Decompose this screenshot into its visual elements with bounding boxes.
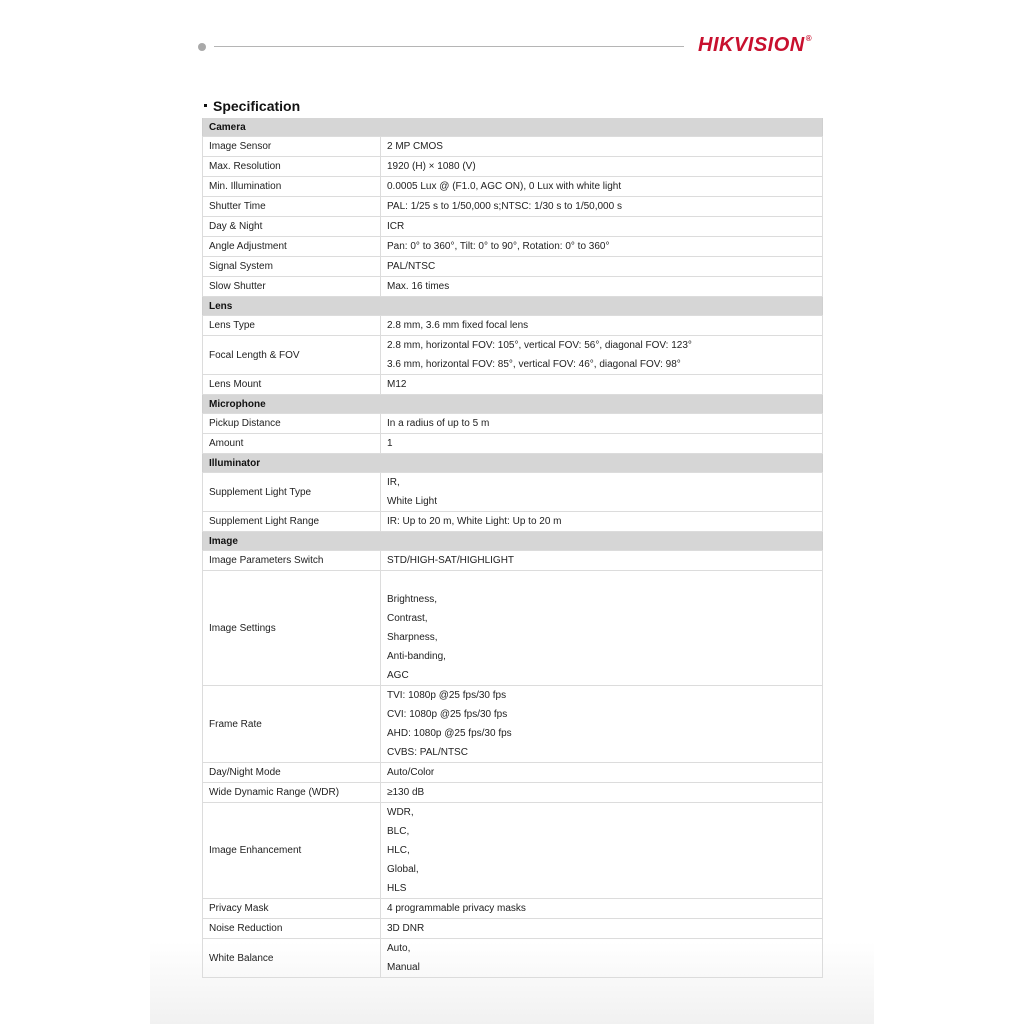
spec-value-line: 2 MP CMOS [387, 141, 443, 152]
brand-logo: HIKVISION® [698, 34, 813, 56]
spec-value-line: HLS [387, 883, 407, 894]
spec-value-line: Auto, [387, 943, 411, 954]
spec-row [203, 919, 823, 939]
spec-label: Signal System [203, 257, 381, 277]
bullet-icon [204, 104, 207, 107]
spec-row [203, 571, 823, 686]
spec-value-line: Global, [387, 864, 419, 875]
spec-value-line: Pan: 0° to 360°, Tilt: 0° to 90°, Rotation: 0° to 360° [387, 241, 610, 252]
spec-value [381, 137, 823, 157]
spec-value-line: Manual [387, 962, 420, 973]
spec-value-line: PAL: 1/25 s to 1/50,000 s;NTSC: 1/30 s to 1/50,000 s [387, 201, 622, 212]
spec-value [381, 157, 823, 177]
spec-value-line: CVI: 1080p @25 fps/30 fps [387, 709, 508, 720]
spec-value-line: Auto/Color [387, 767, 435, 778]
spec-label: Angle Adjustment [203, 237, 381, 257]
spec-value-line: IR, [387, 477, 400, 488]
spec-row [203, 414, 823, 434]
spec-value [381, 783, 823, 803]
spec-row [203, 336, 823, 375]
spec-label: Amount [203, 434, 381, 454]
section-header [203, 118, 823, 137]
spec-row [203, 939, 823, 978]
spec-value-line: Contrast, [387, 613, 428, 624]
spec-value-line: Anti-banding, [387, 651, 446, 662]
spec-value [381, 316, 823, 336]
spec-value [381, 803, 823, 899]
spec-row [203, 375, 823, 395]
spec-label: Slow Shutter [203, 277, 381, 297]
spec-value-line: CVBS: PAL/NTSC [387, 747, 468, 758]
spec-value [381, 899, 823, 919]
spec-value-line: WDR, [387, 807, 414, 818]
spec-value-line: 3.6 mm, horizontal FOV: 85°, vertical FOV: 46°, diagonal FOV: 98° [387, 359, 681, 370]
section-header [203, 454, 823, 473]
spec-value [381, 217, 823, 237]
spec-value-line: AHD: 1080p @25 fps/30 fps [387, 728, 512, 739]
spec-row [203, 137, 823, 157]
spec-value [381, 375, 823, 395]
spec-value [381, 919, 823, 939]
spec-row [203, 899, 823, 919]
spec-value-line: ICR [387, 221, 405, 232]
spec-value-line: Sharpness, [387, 632, 438, 643]
spec-value [381, 277, 823, 297]
spec-label: Image Sensor [203, 137, 381, 157]
section-title: Illuminator [203, 454, 823, 473]
spec-value-line [387, 571, 816, 590]
spec-row [203, 763, 823, 783]
spec-value-line: HLC, [387, 845, 410, 856]
spec-label: Lens Mount [203, 375, 381, 395]
spec-value-line: 0.0005 Lux @ (F1.0, AGC ON), 0 Lux with white light [387, 181, 622, 192]
spec-value [381, 512, 823, 532]
spec-row [203, 157, 823, 177]
spec-row [203, 512, 823, 532]
spec-value [381, 939, 823, 978]
spec-label: Supplement Light Type [203, 473, 381, 512]
spec-value-line: 1920 (H) × 1080 (V) [387, 161, 476, 172]
spec-row [203, 803, 823, 899]
spec-label: Day/Night Mode [203, 763, 381, 783]
spec-label: Image Parameters Switch [203, 551, 381, 571]
spec-row [203, 783, 823, 803]
spec-label: Lens Type [203, 316, 381, 336]
spec-row [203, 434, 823, 454]
spec-value [381, 571, 823, 686]
spec-label: Shutter Time [203, 197, 381, 217]
spec-value-line: White Light [387, 496, 438, 507]
spec-value-line: In a radius of up to 5 m [387, 418, 490, 429]
spec-label: Supplement Light Range [203, 512, 381, 532]
spec-row [203, 551, 823, 571]
spec-label: Privacy Mask [203, 899, 381, 919]
spec-value-line: PAL/NTSC [387, 261, 436, 272]
spec-value-line: 2.8 mm, 3.6 mm fixed focal lens [387, 320, 529, 331]
spec-value-line: M12 [387, 379, 407, 390]
spec-table [202, 118, 823, 978]
spec-row [203, 473, 823, 512]
section-title: Camera [203, 118, 823, 137]
spec-value-line: Brightness, [387, 594, 438, 605]
spec-row [203, 277, 823, 297]
spec-label: Wide Dynamic Range (WDR) [203, 783, 381, 803]
spec-value-line: 3D DNR [387, 923, 425, 934]
spec-label: Noise Reduction [203, 919, 381, 939]
spec-row [203, 177, 823, 197]
spec-value [381, 414, 823, 434]
spec-value-line: IR: Up to 20 m, White Light: Up to 20 m [387, 516, 562, 527]
section-title: Image [203, 532, 823, 551]
spec-row [203, 316, 823, 336]
spec-value [381, 434, 823, 454]
spec-value-line: 1 [387, 438, 393, 449]
section-header [203, 395, 823, 414]
spec-label: Frame Rate [203, 686, 381, 763]
spec-label: White Balance [203, 939, 381, 978]
spec-value-line: BLC, [387, 826, 410, 837]
spec-label: Max. Resolution [203, 157, 381, 177]
spec-label: Pickup Distance [203, 414, 381, 434]
spec-row [203, 257, 823, 277]
spec-value-line: ≥130 dB [387, 787, 425, 798]
spec-value-line: TVI: 1080p @25 fps/30 fps [387, 690, 507, 701]
section-title: Lens [203, 297, 823, 316]
spec-value-line: AGC [387, 670, 409, 681]
spec-value [381, 551, 823, 571]
spec-value-line: 4 programmable privacy masks [387, 903, 526, 914]
header-rule [214, 46, 684, 47]
spec-value [381, 257, 823, 277]
spec-value [381, 237, 823, 257]
spec-label: Focal Length & FOV [203, 336, 381, 375]
spec-value [381, 197, 823, 217]
spec-label: Min. Illumination [203, 177, 381, 197]
spec-row [203, 217, 823, 237]
spec-value-line: 2.8 mm, horizontal FOV: 105°, vertical FOV: 56°, diagonal FOV: 123° [387, 340, 692, 351]
spec-value [381, 686, 823, 763]
spec-value [381, 177, 823, 197]
section-header [203, 532, 823, 551]
spec-row [203, 686, 823, 763]
section-title: Microphone [203, 395, 823, 414]
spec-value-line: STD/HIGH-SAT/HIGHLIGHT [387, 555, 515, 566]
header-dot [198, 43, 206, 51]
spec-title: Specification [204, 98, 300, 114]
spec-row [203, 197, 823, 217]
spec-label: Image Enhancement [203, 803, 381, 899]
spec-value [381, 336, 823, 375]
spec-label: Day & Night [203, 217, 381, 237]
spec-row [203, 237, 823, 257]
section-header [203, 297, 823, 316]
spec-label: Image Settings [203, 571, 381, 686]
spec-value [381, 473, 823, 512]
spec-value [381, 763, 823, 783]
spec-value-line: Max. 16 times [387, 281, 450, 292]
